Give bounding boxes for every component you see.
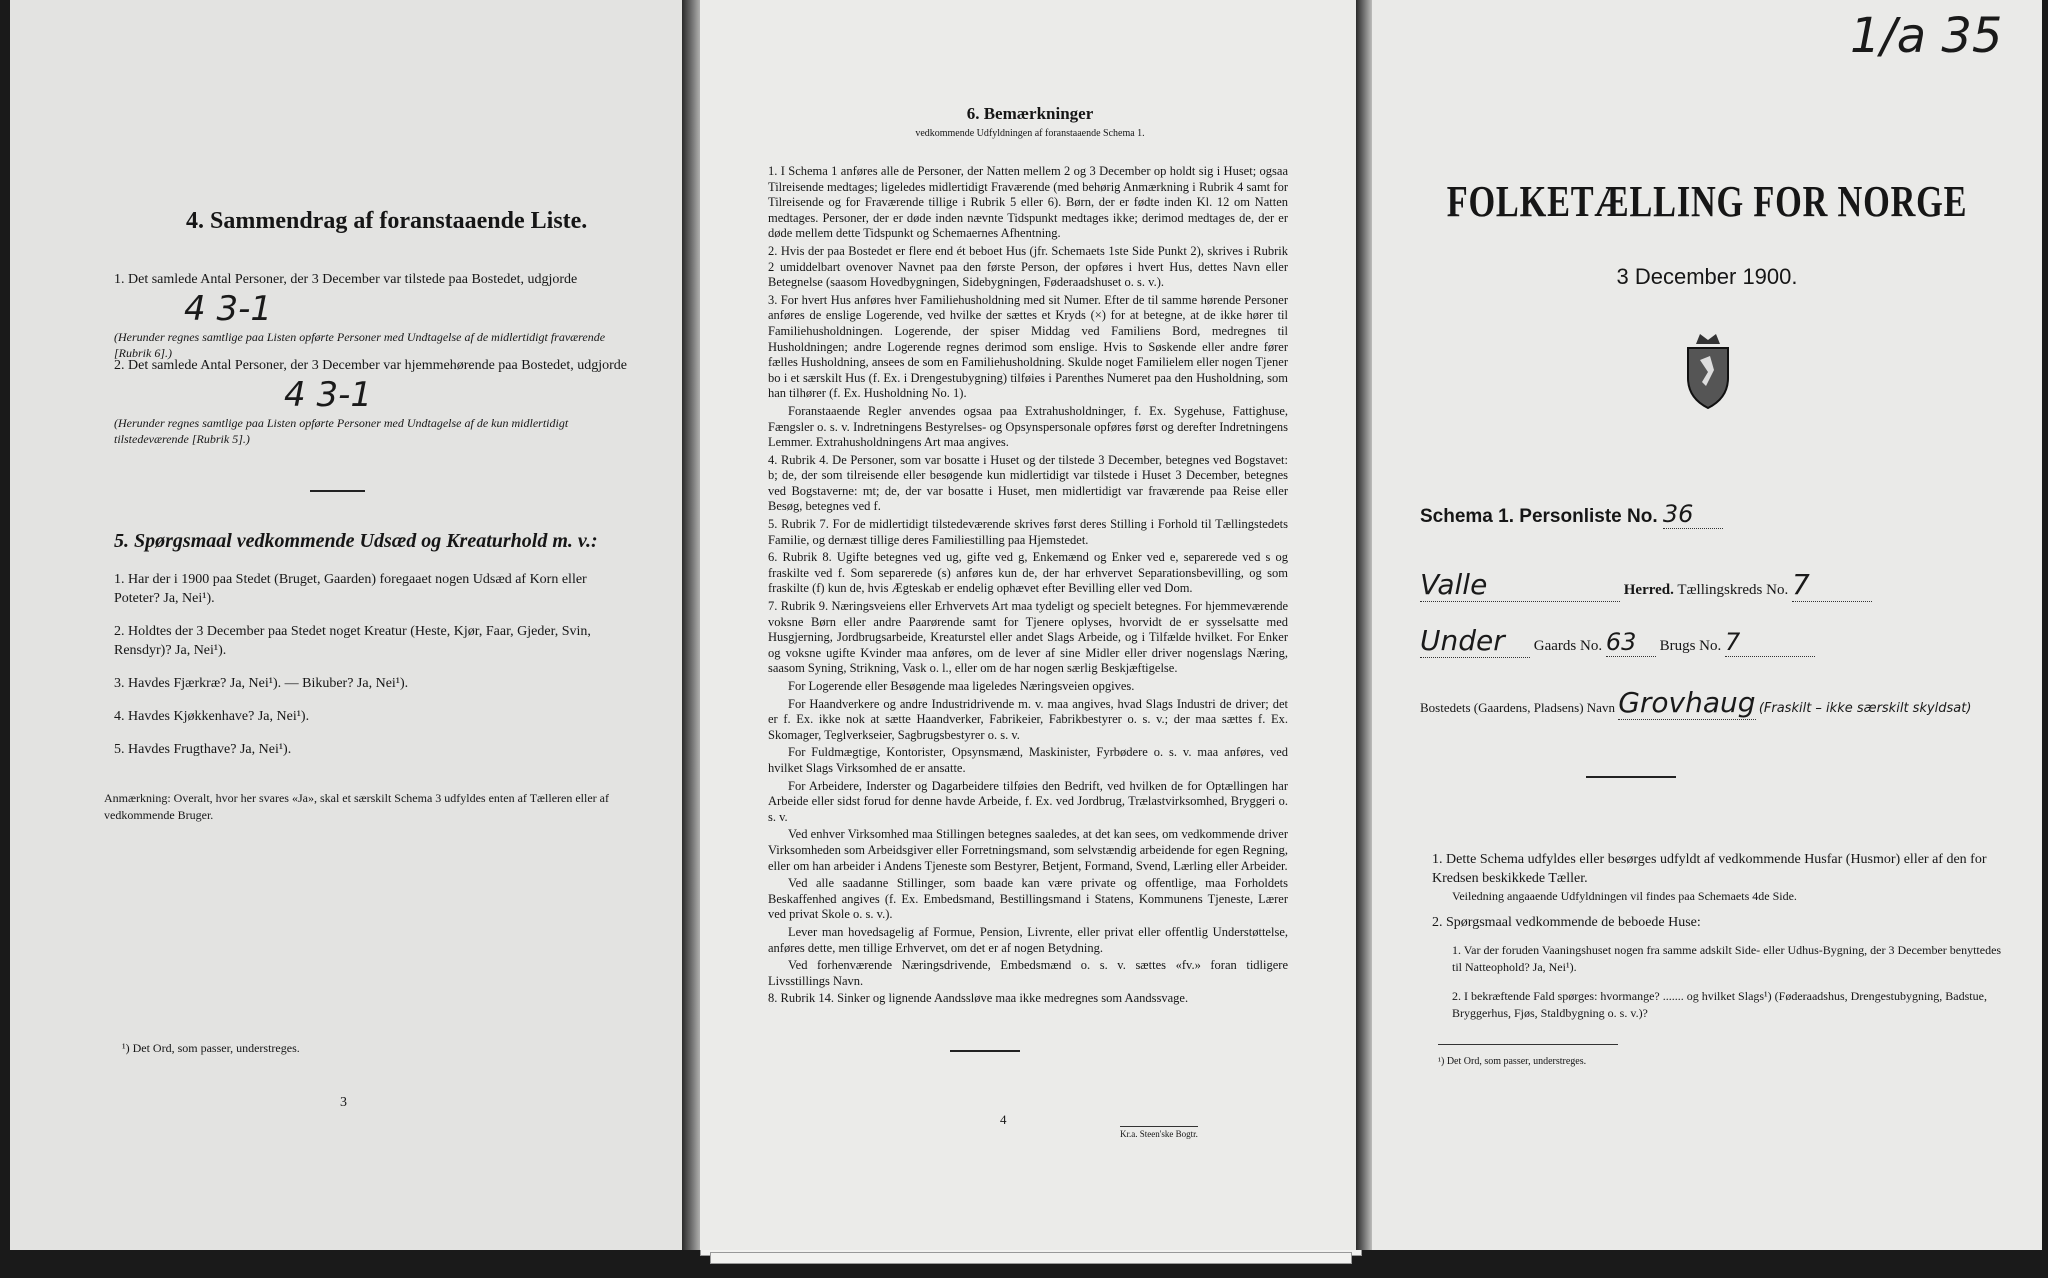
summary-q1-note: (Herunder regnes samtlige paa Listen opførte Personer med Undtagelse af de midlertidigt fraværende [Rubrik 6].) <box>114 330 606 360</box>
remarks-title: 6. Bemærkninger <box>966 104 1094 123</box>
printer-credit: Kr.a. Steen'ske Bogtr. <box>1120 1126 1198 1139</box>
instruction-2a: 1. Var der foruden Vaaningshuset nogen fra samme adskilt Side- eller Udhus-Bygning, der 3 December benyttedes til Natteophold? Ja, Nei¹). <box>1452 943 2002 974</box>
instructions <box>1432 850 2002 1022</box>
gaards-value: 63 <box>1606 628 1656 657</box>
bosted-label: Bostedets (Gaardens, Pladsens) Navn <box>1420 700 1615 715</box>
bosted-extra: (Fraskilt – ikke særskilt skyldsat) <box>1758 701 1972 716</box>
gaard-value: Under <box>1420 624 1530 658</box>
remark-item: 4. Rubrik 4. De Personer, som var bosatte i Huset og der tilstede 3 December, betegnes ved Bogstavet: b; de, der som tilreisende eller besøgende kun midlertidigt var tilstede i Huset 3 December, betegnes ved Bogstaverne: mt; de, der var bosatte i Huset, men midlertidigt var fraværende paa Reise eller Besøg, betegnes ved f. <box>768 452 1288 514</box>
gaards-label: Gaards No. <box>1533 638 1603 654</box>
kreds-value: 7 <box>1792 568 1872 602</box>
remark-item: 6. Rubrik 8. Ugifte betegnes ved ug, gifte ved g, Enkemænd og Enker ved e, separerede ved s og fraskilte ved f. Som separerede (s) anføres kun de, der har erhvervet Separationsbevilling, og som fraskilte (f) kun de, hvis Ægteskab er endelig ophævet efter Bevilling eller ved Dom. <box>768 550 1288 596</box>
remark: Anmærkning: Overalt, hvor her svares «Ja», skal et særskilt Schema 3 udfyldes enten af Tælleren eller af vedkommende Bruger. <box>104 791 609 822</box>
herred-label: Herred. <box>1623 582 1674 598</box>
section-4-title: 4. Sammendrag af foranstaaende Liste. <box>186 208 588 234</box>
remark-item: For Logerende eller Besøgende maa ligeledes Næringsveien opgives. <box>788 679 1135 693</box>
schema-label: Schema 1. Personliste No. <box>1420 506 1658 527</box>
section-5-item: 4. Havdes Kjøkkenhave? Ja, Nei¹). <box>114 709 310 724</box>
page-right <box>1372 0 2042 1250</box>
section-5-title: 5. Spørgsmaal vedkommende Udsæd og Kreaturhold m. v.: <box>114 530 598 552</box>
section-5-item: 2. Holdtes der 3 December paa Stedet noget Kreatur (Heste, Kjør, Faar, Gjeder, Svin, Rensdyr)? Ja, Nei¹). <box>114 624 591 658</box>
gaard-line <box>1420 624 2020 658</box>
brugs-value: 7 <box>1725 628 1815 657</box>
summary-q1-text: 1. Det samlede Antal Personer, der 3 December var tilstede paa Bostedet, udgjorde <box>114 272 578 287</box>
herred-line <box>1420 568 2020 602</box>
footnote-rule <box>1438 1044 1618 1045</box>
instruction-2b: 2. I bekræftende Fald spørges: hvormange? ....... og hvilket Slags¹) (Føderaadshus, Drengestubygning, Badstue, Bryggerhus, Fjøs, Staldbygning o. s. v.)? <box>1452 989 1987 1020</box>
census-date: 3 December 1900. <box>1616 264 1798 289</box>
summary-q2-text: 2. Det samlede Antal Personer, der 3 December var hjemmehørende paa Bostedet, udgjorde <box>114 358 627 373</box>
archive-mark: 1/a 35 <box>1850 8 2003 64</box>
remarks-list <box>768 164 1288 1009</box>
remark-item: 1. I Schema 1 anføres alle de Personer, der Natten mellem 2 og 3 December op holdt sig i Huset; ogsaa Tilreisende medtages; ligeledes midlertidigt Fraværende (med behørig Anmærkning i Rubrik 4 samt for Tilreisende og for Fraværende tillige i Rubrik 5 eller 6). Børn, der er fødte inden Kl. 12 om Natten medtages. Personer, der er døde inden nævnte Tidspunkt medtages ikke; derimod medtages de, der er døde mellem dette Tidspunkt og Schemaernes Afhentning. <box>768 164 1288 241</box>
remark-item: 7. Rubrik 9. Næringsveiens eller Erhvervets Art maa tydeligt og specielt betegnes. For hjemmeværende voksne Børn eller andre Paarørende samt for Tjenere oplyses, hvorvidt de er sysselsatte med Husgjerning, Jordbrugsarbeide, Kreaturstel eller andet Slags Arbeide, og i Tilfælde hvilket. For Enker og voksne ugifte Kvinder maa anføres, om de lever af sine Midler eller driver nogenslags Næring, saasom Syning, Strikning, Vask o. l., eller om de har nogen særlig Beskjæftigelse. <box>768 599 1288 676</box>
brugs-label: Brugs No. <box>1659 638 1722 654</box>
remark-item: For Fuldmægtige, Kontorister, Opsynsmænd, Maskinister, Fyrbødere o. s. v. maa anføres, ved hvilket Slags Virksomhed de er ansatte. <box>768 745 1288 775</box>
section-5-item: 1. Har der i 1900 paa Stedet (Bruget, Gaarden) foregaaet nogen Udsæd af Korn eller Poteter? Ja, Nei¹). <box>114 572 587 606</box>
remark-item: 5. Rubrik 7. For de midlertidigt tilstedeværende skrives først deres Stilling i Forhold til Tællingstedets Familie, og dernæst tillige deres Familiestilling paa Hjemstedet. <box>768 517 1288 547</box>
summary-q1-answer: 4 3-1 <box>184 289 272 329</box>
bosted-line <box>1420 686 2040 720</box>
page-number: 3 <box>340 1095 347 1110</box>
census-title: FOLKETÆLLING FOR NORGE <box>1446 177 1968 226</box>
remark-item: 8. Rubrik 14. Sinker og lignende Aandssløve maa ikke medregnes som Aandssvage. <box>768 991 1189 1006</box>
coat-of-arms-icon <box>1680 330 1736 410</box>
section-5-item: 5. Havdes Frugthave? Ja, Nei¹). <box>114 742 292 757</box>
bosted-value: Grovhaug <box>1618 686 1756 719</box>
remark-item: 3. For hvert Hus anføres hver Familiehusholdning med sit Numer. Efter de til samme hørende Personer anføres de enslige Logerende, ved hvilke der sættes et Kryds (×) for at betegne, at de ikke hører til Familiehusholdningen. Logerende, der spiser Middag ved Familiens Bord, medregnes til Husholdningen; andre Logerende regnes derimod som enslige. Hvis to Søskende eller andre fører fælles Husholdning, ansees de som en Familiehusholdning. Skulde noget Familielem eller nogen Tjener bo i et særskilt Hus (f. Ex. i Drengestubygning) tilføies i Parenthes Numeret paa den Husholdning, som han tilhører (f. Ex. Husholdning No. 1). <box>768 292 1288 401</box>
instruction-1-note: Veiledning angaaende Udfyldningen vil findes paa Schemaets 4de Side. <box>1452 889 1797 903</box>
divider <box>1586 776 1676 778</box>
remark-item: 2. Hvis der paa Bostedet er flere end ét beboet Hus (jfr. Schemaets 1ste Side Punkt 2), skrives i Rubrik 2 umiddelbart ovenover Navnet paa den første Person, der opføres i hvert Hus, dettes Navn eller Betegnelse (saasom Hovedbygningen, Sidebygningen, Føderaadshuset o. s. v.). <box>768 243 1288 290</box>
section-5-list <box>114 570 634 773</box>
herred-value: Valle <box>1420 568 1620 602</box>
page-middle <box>700 0 1360 1250</box>
page-number: 4 <box>1000 1112 1007 1127</box>
remarks-subtitle: vedkommende Udfyldningen af foranstaaende Schema 1. <box>915 128 1145 139</box>
footnote: ¹) Det Ord, som passer, understreges. <box>122 1041 300 1055</box>
summary-q1 <box>114 270 634 361</box>
summary-q2-answer: 4 3-1 <box>284 375 372 415</box>
summary-q2 <box>114 356 634 447</box>
page-left <box>10 0 682 1250</box>
section-5-item: 3. Havdes Fjærkræ? Ja, Nei¹). — Bikuber? Ja, Nei¹). <box>114 676 409 691</box>
remark-item: For Haandverkere og andre Industridrivende m. v. maa angives, hvad Slags Industri de driver; det er f. Ex. ikke nok at sætte Haandverker, Fabrikeier, Fabrikbestyrer o. s. v.; der maa sættes f. Ex. Skomager, Teglverkseier, Sagbrugsbestyrer o. s. v. <box>768 696 1288 742</box>
remark-item: Ved enhver Virksomhed maa Stillingen betegnes saaledes, at det kan sees, om vedkommende driver Virksomheden som Arbeidsgiver eller Forretningsmand, som selvstændig arbeidende for egen Regning, eller om han arbeider i Andens Tjeneste som Bestyrer, Betjent, Formand, Svend, Lærling eller Arbeider. <box>768 827 1288 873</box>
divider <box>310 490 365 492</box>
schema-number: 36 <box>1663 500 1723 529</box>
remark-item: Foranstaaende Regler anvendes ogsaa paa Extrahusholdninger, f. Ex. Sygehuse, Fattighuse, Fængsler o. s. v. Indretningens Bestyrelses- og Opsynspersonale opføres først og derefter Indretningens Lemmer. Extrahusholdningens Art maa angives. <box>768 403 1288 450</box>
footnote: ¹) Det Ord, som passer, understreges. <box>1438 1056 1587 1067</box>
kreds-label: Tællingskreds No. <box>1677 582 1789 598</box>
remark-item: Lever man hovedsagelig af Formue, Pension, Livrente, eller privat eller offentlig Understøttelse, anføres dette, men tillige Erhvervet, om det er af nogen Betydning. <box>768 924 1288 955</box>
remark-item: Ved forhenværende Næringsdrivende, Embedsmænd o. s. v. sættes «fv.» foran tidligere Livsstillings Navn. <box>768 958 1288 988</box>
divider <box>950 1050 1020 1052</box>
instruction-1: 1. Dette Schema udfyldes eller besørges udfyldt af vedkommende Husfar (Husmor) eller af den for Kredsen beskikkede Tæller. <box>1432 852 1987 886</box>
remark-item: For Arbeidere, Inderster og Dagarbeidere tilføies den Bedrift, ved hvilken de for Optællingen har Arbeide eller sidst forud for denne havde Arbeide, f. Ex. ved Jordbrug, Trælastvirksomhed, Bryggeri o. s. v. <box>768 778 1288 824</box>
instruction-2: 2. Spørgsmaal vedkommende de beboede Huse: <box>1432 915 1701 930</box>
summary-q2-note: (Herunder regnes samtlige paa Listen opførte Personer med Undtagelse af de kun midlertidigt tilstedeværende [Rubrik 5].) <box>114 416 569 446</box>
remark-item: Ved alle saadanne Stillinger, som baade kan være private og offentlige, maa Forholdets Beskaffenhed angives (f. Ex. Embedsmand, Bestillingsmand i Statens, Kommunens Tjeneste, Lærer ved privat Skole o. s. v.). <box>768 876 1288 922</box>
schema-line <box>1420 500 1723 529</box>
sheet-edge <box>710 1252 1352 1264</box>
